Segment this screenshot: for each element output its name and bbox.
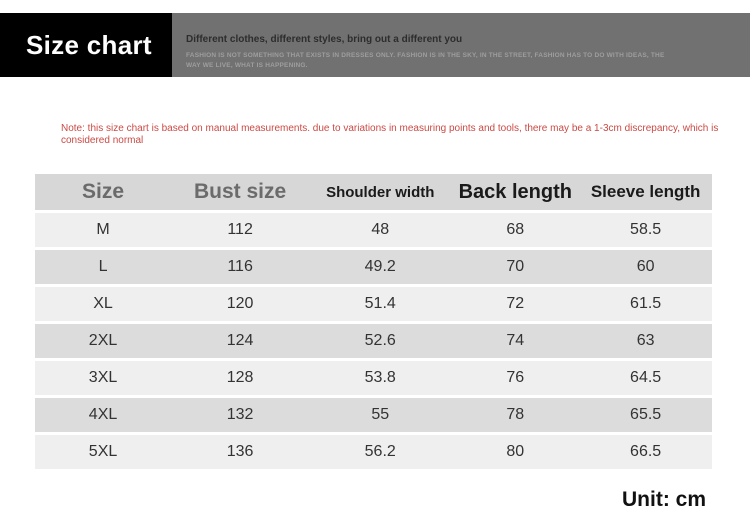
page-title: Size chart — [26, 29, 152, 60]
column-header-size: Size — [35, 174, 171, 210]
value-cell: 63 — [579, 324, 712, 358]
column-header-back-length: Back length — [451, 174, 579, 210]
measurement-note: Note: this size chart is based on manual measurements. due to variations in measuring points and tools, there may be a 1-3cm discrepancy, which is considered normal — [61, 123, 719, 146]
size-cell: 4XL — [35, 398, 171, 432]
size-chart-title-box — [0, 13, 172, 77]
value-cell: 128 — [171, 361, 309, 395]
value-cell: 74 — [451, 324, 579, 358]
value-cell: 53.8 — [309, 361, 451, 395]
tagline-box — [172, 13, 750, 77]
table-row-5xl — [35, 435, 712, 469]
column-header-bust-size: Bust size — [171, 174, 309, 210]
column-header-shoulder-width: Shoulder width — [309, 174, 451, 210]
value-cell: 124 — [171, 324, 309, 358]
table-row-2xl — [35, 324, 712, 358]
table-row-l — [35, 250, 712, 284]
value-cell: 61.5 — [579, 287, 712, 321]
size-cell: 5XL — [35, 435, 171, 469]
table-header-row — [35, 174, 712, 210]
value-cell: 52.6 — [309, 324, 451, 358]
value-cell: 136 — [171, 435, 309, 469]
value-cell: 66.5 — [579, 435, 712, 469]
header-banner — [0, 13, 750, 77]
column-header-sleeve-length: Sleeve length — [579, 174, 712, 210]
value-cell: 64.5 — [579, 361, 712, 395]
value-cell: 112 — [171, 213, 309, 247]
value-cell: 70 — [451, 250, 579, 284]
value-cell: 65.5 — [579, 398, 712, 432]
value-cell: 76 — [451, 361, 579, 395]
size-table — [35, 171, 712, 472]
size-cell: 2XL — [35, 324, 171, 358]
value-cell: 78 — [451, 398, 579, 432]
unit-label: Unit: cm — [622, 488, 706, 511]
value-cell: 48 — [309, 213, 451, 247]
size-cell: M — [35, 213, 171, 247]
value-cell: 56.2 — [309, 435, 451, 469]
table-row-xl — [35, 287, 712, 321]
value-cell: 58.5 — [579, 213, 712, 247]
table-row-3xl — [35, 361, 712, 395]
value-cell: 80 — [451, 435, 579, 469]
size-cell: L — [35, 250, 171, 284]
tagline-text: Different clothes, different styles, bring out a different you — [186, 34, 463, 45]
value-cell: 51.4 — [309, 287, 451, 321]
value-cell: 55 — [309, 398, 451, 432]
size-cell: XL — [35, 287, 171, 321]
value-cell: 60 — [579, 250, 712, 284]
size-cell: 3XL — [35, 361, 171, 395]
tagline-subtext: FASHION IS NOT SOMETHING THAT EXISTS IN DRESSES ONLY. FASHION IS IN THE SKY, IN THE STREET, FASHION HAS TO DO WITH IDEAS, THE WAY WE LIVE, WHAT IS HAPPENING. — [186, 52, 665, 69]
table-row-m — [35, 213, 712, 247]
value-cell: 116 — [171, 250, 309, 284]
value-cell: 68 — [451, 213, 579, 247]
value-cell: 72 — [451, 287, 579, 321]
value-cell: 49.2 — [309, 250, 451, 284]
value-cell: 120 — [171, 287, 309, 321]
table-row-4xl — [35, 398, 712, 432]
value-cell: 132 — [171, 398, 309, 432]
